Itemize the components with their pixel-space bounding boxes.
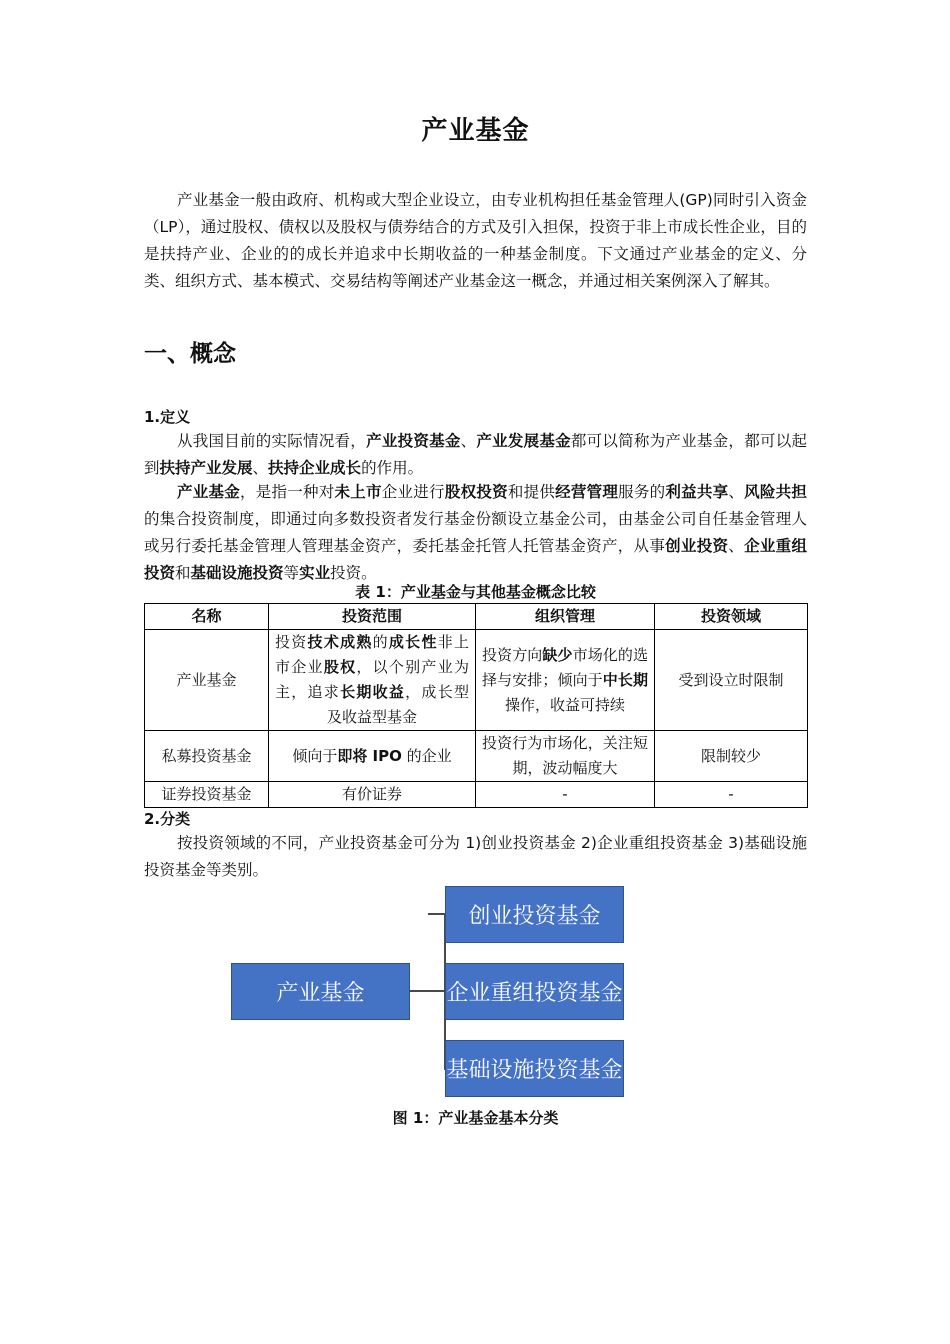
connector-line [428, 913, 430, 915]
table-cell: 有价证券 [269, 782, 476, 808]
subheading-classification: 2.分类 [144, 810, 191, 828]
table-cell: 投资技术成熟的成长性非上市企业股权，以个别产业为主，追求长期收益，成长型及收益型基金 [269, 630, 476, 731]
intro-paragraph: 产业基金一般由政府、机构或大型企业设立，由专业机构担任基金管理人(GP)同时引入资金（LP），通过股权、债权以及股权与债券结合的方式及引入担保，投资于非上市成长性企业，目的是扶持产业、企业的的成长并追求中长期收益的一种基金制度。下文通过产业基金的定义、分类、组织方式、基本模式、交易结构等阐述产业基金这一概念，并通过相关案例深入了解其。 [144, 191, 807, 290]
table-cell: 倾向于即将 IPO 的企业 [269, 731, 476, 782]
table-cell: 产业基金 [145, 630, 269, 731]
table-row [145, 782, 808, 808]
connector-line [444, 913, 446, 1070]
table-header: 组织管理 [476, 604, 655, 630]
table-cell: 证券投资基金 [145, 782, 269, 808]
definition-paragraph-1: 从我国目前的实际情况看，产业投资基金、产业发展基金都可以简称为产业基金，都可以起到扶持产业发展、扶持企业成长的作用。 [144, 432, 807, 477]
child-node: 创业投资基金 [445, 886, 624, 943]
table-caption: 表 1：产业基金与其他基金概念比较 [355, 583, 596, 601]
classification-paragraph: 按投资领域的不同，产业投资基金可分为 1)创业投资基金 2)企业重组投资基金 3)基础设施投资基金等类别。 [144, 834, 807, 879]
table-header-row [145, 604, 808, 630]
table-cell: 受到设立时限制 [655, 630, 808, 731]
connector-line [409, 990, 446, 992]
figure-caption: 图 1：产业基金基本分类 [392, 1109, 559, 1127]
table-header: 投资领域 [655, 604, 808, 630]
child-node: 企业重组投资基金 [445, 963, 624, 1020]
subheading-definition: 1.定义 [144, 408, 191, 426]
table-row [145, 731, 808, 782]
connector-line [428, 913, 446, 915]
table-cell: 私募投资基金 [145, 731, 269, 782]
table-cell: - [476, 782, 655, 808]
comparison-table [144, 603, 808, 808]
table-cell: - [655, 782, 808, 808]
page-title: 产业基金 [421, 116, 530, 146]
table-header: 名称 [145, 604, 269, 630]
table-cell: 限制较少 [655, 731, 808, 782]
child-node: 基础设施投资基金 [445, 1040, 624, 1097]
table-header: 投资范围 [269, 604, 476, 630]
table-cell: 投资方向缺少市场化的选择与安排；倾向于中长期操作，收益可持续 [476, 630, 655, 731]
table-row [145, 630, 808, 731]
table-cell: 投资行为市场化，关注短期，波动幅度大 [476, 731, 655, 782]
connector-line [444, 913, 445, 915]
section-heading-concept: 一、概念 [144, 341, 236, 367]
root-node: 产业基金 [231, 963, 410, 1020]
definition-paragraph-2: 产业基金，是指一种对未上市企业进行股权投资和提供经营管理服务的利益共享、风险共担的集合投资制度，即通过向多数投资者发行基金份额设立基金公司，由基金公司自任基金管理人或另行委托基金管理人管理基金资产，委托基金托管人托管基金资产，从事创业投资、企业重组投资和基础设施投资等实业投资。 [144, 483, 807, 582]
